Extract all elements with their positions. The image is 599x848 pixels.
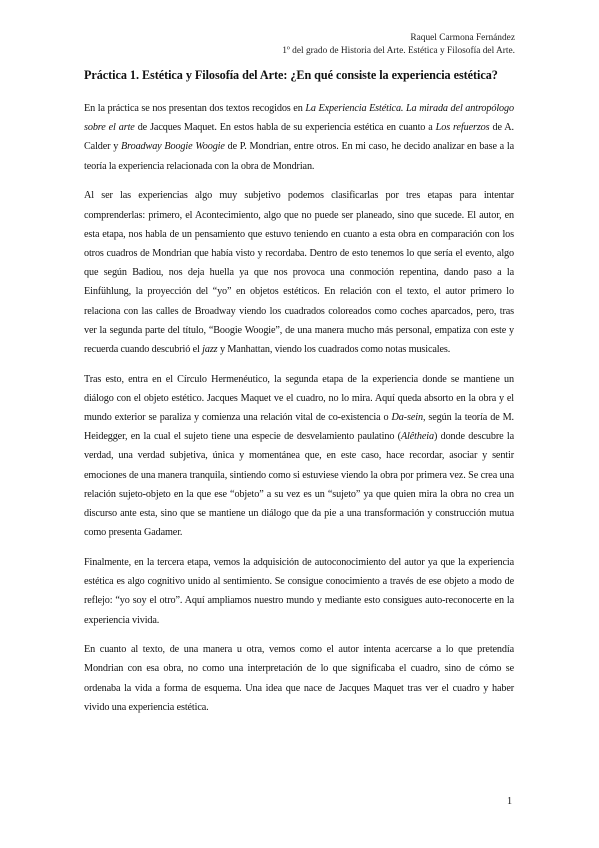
paragraph-3 <box>84 370 514 543</box>
text-span: , según la teoría de M. Heidegger, en la cual el sujeto tiene una especie de desvelamiento paulatino ( <box>84 412 514 443</box>
author-name: Raquel Carmona Fernández <box>410 33 515 43</box>
italic-term: jazz <box>202 343 218 355</box>
page-header <box>282 32 515 57</box>
italic-term: Da-sein <box>391 412 423 424</box>
document-title: Práctica 1. Estética y Filosofía del Arte: ¿En qué consiste la experiencia estética? <box>84 68 498 82</box>
text-span: En la práctica se nos presentan dos textos recogidos en <box>84 103 306 114</box>
text-span: de A. Calder y <box>84 122 514 153</box>
text-span: y Manhattan, viendo los cuadrados como notas musicales. <box>217 343 451 355</box>
text-span: de P. Mondrian, entre otros. En mi caso, he decido analizar en base a la teoría la experiencia relacionada con la obra de Mondrian. <box>84 141 514 172</box>
book-title: La Experiencia Estética. La mirada del antropólogo sobre el arte <box>84 103 514 134</box>
italic-term: Alêtheia <box>400 431 434 443</box>
page-number: 1 <box>507 796 513 807</box>
paragraph-5: En cuanto al texto, de una manera u otra, vemos como el autor intenta acercarse a lo que pretendía Mondrian con esa obra, no como una interpretación de lo que significaba el cuadro, sino de cómo se ordenaba la vida a forma de esquema. Una idea que nace de Jacques Maquet tras ver el cuadro y haber vivido una experiencia estética. <box>84 644 514 713</box>
text-span: ) donde descubre la verdad, una verdad subjetiva, única y momentánea que, en este caso, hace recordar, asociar y sentir emociones de una manera tranquila, sintiendo como si estuviese viendo la obra por primera vez. Se crea una relación sujeto-objeto en la que ese “objeto” a su vez es un “sujeto” ya que quien mira la obra no crea un discurso ante esta, sino que se mantiene un diálogo que da pie a una transformación y construcción mutua como presenta Gadamer. <box>84 431 514 539</box>
paragraph-4: Finalmente, en la tercera etapa, vemos la adquisición de autoconocimiento del autor ya que la experiencia estética es algo cognitivo unido al sentimiento. Se consigue conocimiento a través de ese objeto a modo de reflejo: “yo soy el otro”. Aquí ampliamos nuestro mundo y mediante esto consigues auto-reconocerte en la experiencia vivida. <box>84 556 514 626</box>
text-span: Tras esto, entra en el Círculo Hermenéutico, la segunda etapa de la experiencia donde se mantiene un diálogo con el objeto estético. Jacques Maquet ve el cuadro, no lo mira. Aquí queda absorto en la obra y el mundo exterior se paraliza y comienza una relación vital de co-existencia o <box>84 373 514 424</box>
text-span: Al ser las experiencias algo muy subjetivo podemos clasificarlas por tres etapas para intentar comprenderlas: primero, el Acontecimiento, algo que no puede ser planeado, sino que sucede. El autor, en esta etapa, nos habla de un pensamiento que estuvo teniendo en cuanto a esta obra en comparación con los otros cuadros de Mondrian que había visto y recordaba. Dentro de esto tenemos lo que sería el evento, algo que según Badiou, nos deja huella ya que nos provoca una conmoción repentina, dando paso a la Einfühlung, la proyección del “yo” en objetos estéticos. En relación con el texto, el autor primero lo relaciona con las calles de Broadway viendo los cuadrados coloreados como coches aparcados, pero, tras ver la segunda parte del título, “Boogie Woogie”, de una manera mucho más personal, empatiza con este y recuerda cuando descubrió el <box>84 190 514 355</box>
text-span: de Jacques Maquet. En estos habla de su experiencia estética en cuanto a <box>134 122 436 134</box>
document-body <box>84 67 514 728</box>
course-info: 1º del grado de Historia del Arte. Estética y Filosofía del Arte. <box>282 45 515 56</box>
artwork-title: Los refuerzos <box>435 122 490 134</box>
artwork-title: Broadway Boogie Woogie <box>121 141 225 153</box>
paragraph-2 <box>84 186 514 359</box>
paragraph-1 <box>84 99 514 176</box>
